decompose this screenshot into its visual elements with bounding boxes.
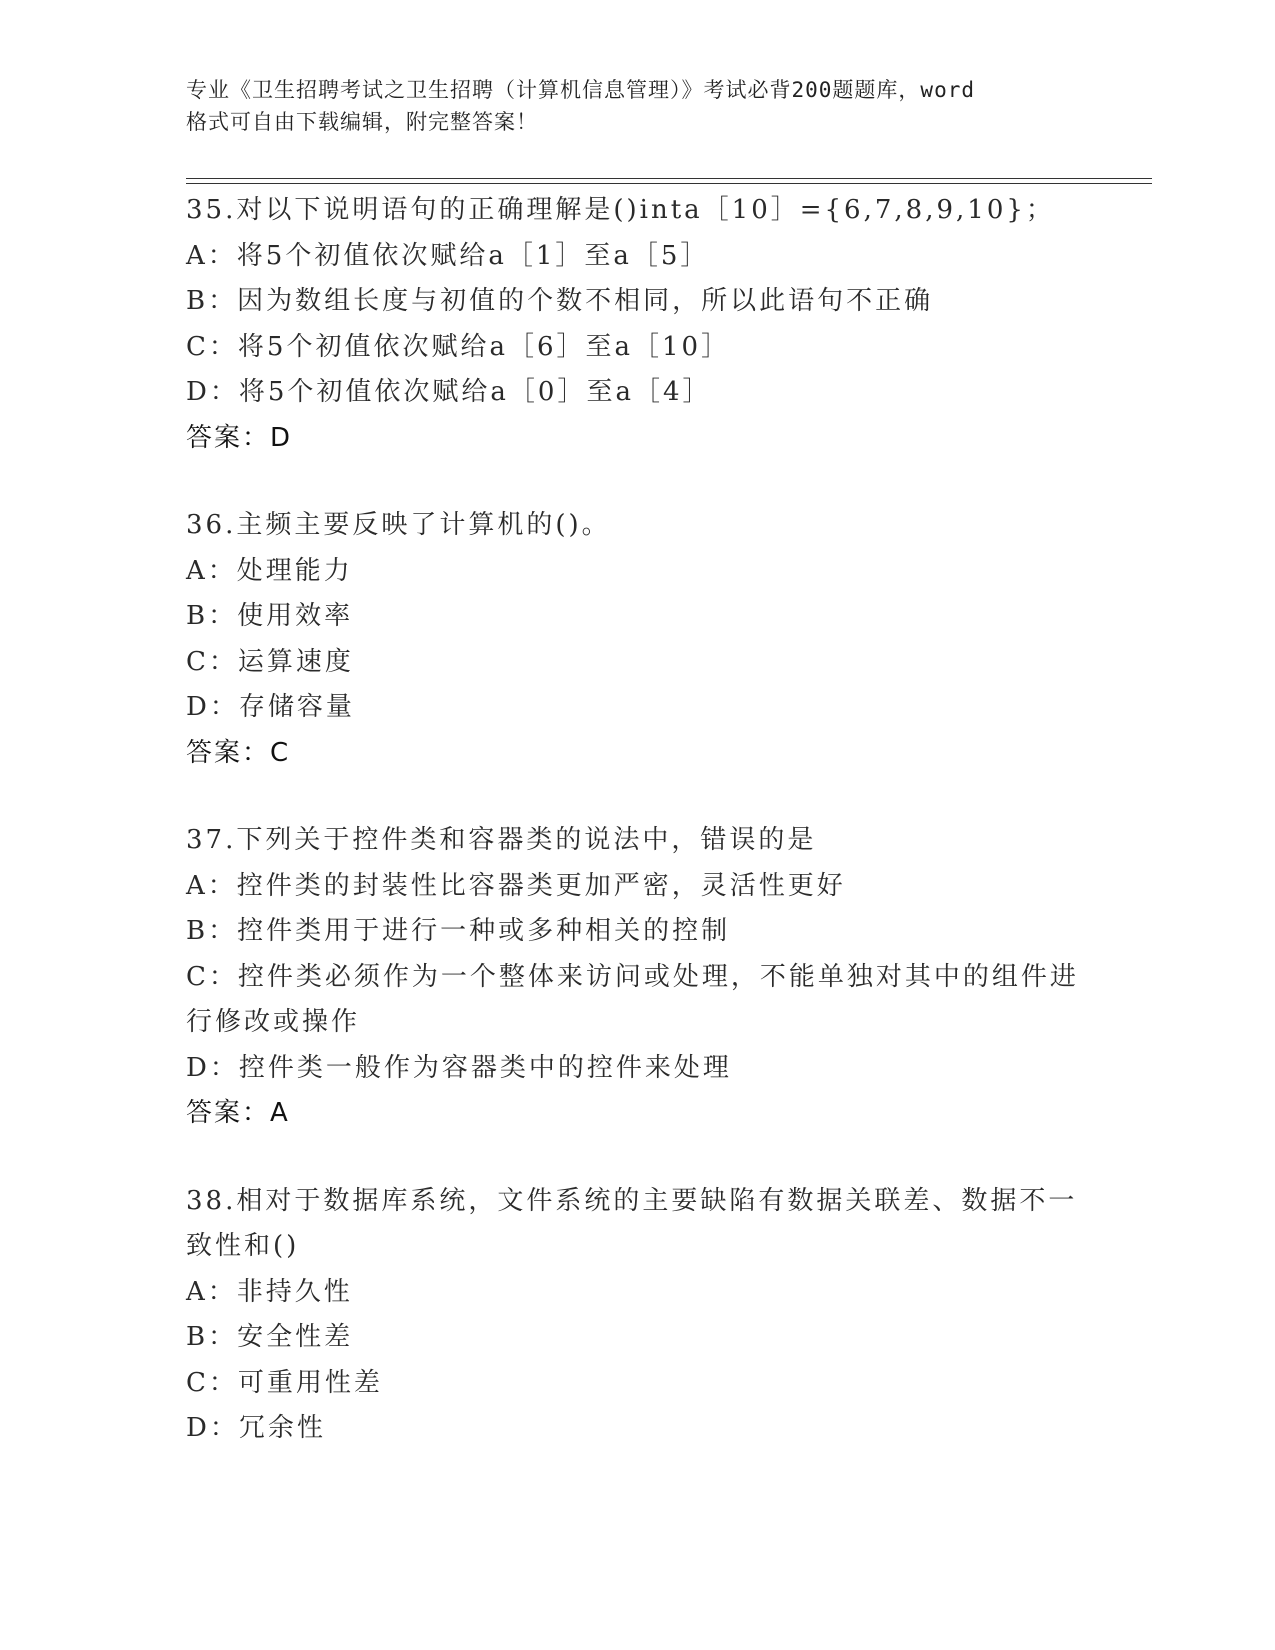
- answer-label: 答案：C: [186, 737, 291, 768]
- option-key: A：: [186, 555, 237, 586]
- option-d: [186, 370, 1086, 416]
- option-a: [186, 1270, 1086, 1316]
- option-key: D：: [186, 1413, 239, 1443]
- option-key: B：: [186, 1322, 238, 1352]
- answer-label: 答案：D: [186, 422, 293, 453]
- option-key: D：: [186, 692, 239, 722]
- option-a: [186, 549, 1086, 595]
- question-list: [186, 188, 1086, 1494]
- option-b: [186, 594, 1086, 640]
- header-title-line-2: 格式可自由下载编辑，附完整答案！: [186, 110, 538, 134]
- option-a: [186, 234, 1086, 280]
- option-text: 处理能力: [236, 555, 353, 586]
- option-key: B：: [186, 916, 238, 946]
- option-key: D：: [186, 1052, 239, 1083]
- question-37: [186, 818, 1086, 1137]
- option-text: 使用效率: [237, 601, 354, 631]
- question-stem: 37.下列关于控件类和容器类的说法中，错误的是: [186, 825, 817, 855]
- option-key: B：: [186, 286, 238, 316]
- option-b: [186, 909, 1086, 955]
- question-stem: 36.主频主要反映了计算机的()。: [186, 510, 611, 540]
- option-text: 运算速度: [237, 646, 354, 677]
- option-text: 将5个初值依次赋给a［0］至a［4］: [238, 377, 712, 407]
- question-38: [186, 1179, 1086, 1452]
- option-key: A：: [186, 1276, 237, 1307]
- question-stem-line-1: 38.相对于数据库系统，文件系统的主要缺陷有数据关联差、数据不一: [186, 1185, 1078, 1216]
- option-a: [186, 864, 1086, 910]
- answer-label: 答案：A: [186, 1098, 290, 1128]
- option-text: 冗余性: [238, 1413, 326, 1443]
- option-key: C：: [186, 1367, 238, 1398]
- option-key: C：: [186, 331, 238, 362]
- option-c: [186, 955, 1086, 1046]
- option-c: [186, 325, 1086, 371]
- option-text: 安全性差: [237, 1322, 354, 1352]
- option-d: [186, 685, 1086, 731]
- option-key: C：: [186, 961, 238, 992]
- option-key: C：: [186, 646, 238, 677]
- option-text-line-2: 行修改或操作: [186, 1007, 361, 1037]
- option-key: D：: [186, 377, 239, 407]
- option-text: 将5个初值依次赋给a［1］至a［5］: [236, 240, 710, 271]
- option-c: [186, 640, 1086, 686]
- option-key: B：: [186, 601, 238, 631]
- document-header: [186, 74, 1086, 138]
- option-text: 因为数组长度与初值的个数不相同，所以此语句不正确: [237, 286, 934, 316]
- header-divider-bottom: [186, 183, 1152, 184]
- question-36: [186, 503, 1086, 776]
- option-text-line-1: [186, 955, 1086, 1001]
- option-key: A：: [186, 870, 237, 901]
- question-35: [186, 188, 1086, 461]
- header-title-line-1: 专业《卫生招聘考试之卫生招聘（计算机信息管理）》考试必背200题题库，word: [186, 78, 975, 102]
- option-key: A：: [186, 240, 237, 271]
- option-c: [186, 1361, 1086, 1407]
- question-stem-line-2: 致性和(): [186, 1231, 300, 1261]
- option-text: 非持久性: [236, 1276, 353, 1307]
- option-text: 控件类一般作为容器类中的控件来处理: [238, 1052, 732, 1083]
- option-text: 控件类必须作为一个整体来访问或处理，不能单独对其中的组件进: [237, 961, 1079, 992]
- option-text: 控件类的封装性比容器类更加严密，灵活性更好: [236, 870, 846, 901]
- option-text: 可重用性差: [237, 1367, 383, 1398]
- option-text: 存储容量: [238, 692, 355, 722]
- option-text: 将5个初值依次赋给a［6］至a［10］: [237, 331, 731, 362]
- option-b: [186, 1315, 1086, 1361]
- option-d: [186, 1046, 1086, 1092]
- question-stem: 35.对以下说明语句的正确理解是()inta［10］={6,7,8,9,10}；: [186, 195, 1055, 225]
- option-d: [186, 1406, 1086, 1452]
- option-b: [186, 279, 1086, 325]
- option-text: 控件类用于进行一种或多种相关的控制: [237, 916, 731, 946]
- header-divider-top: [186, 178, 1152, 179]
